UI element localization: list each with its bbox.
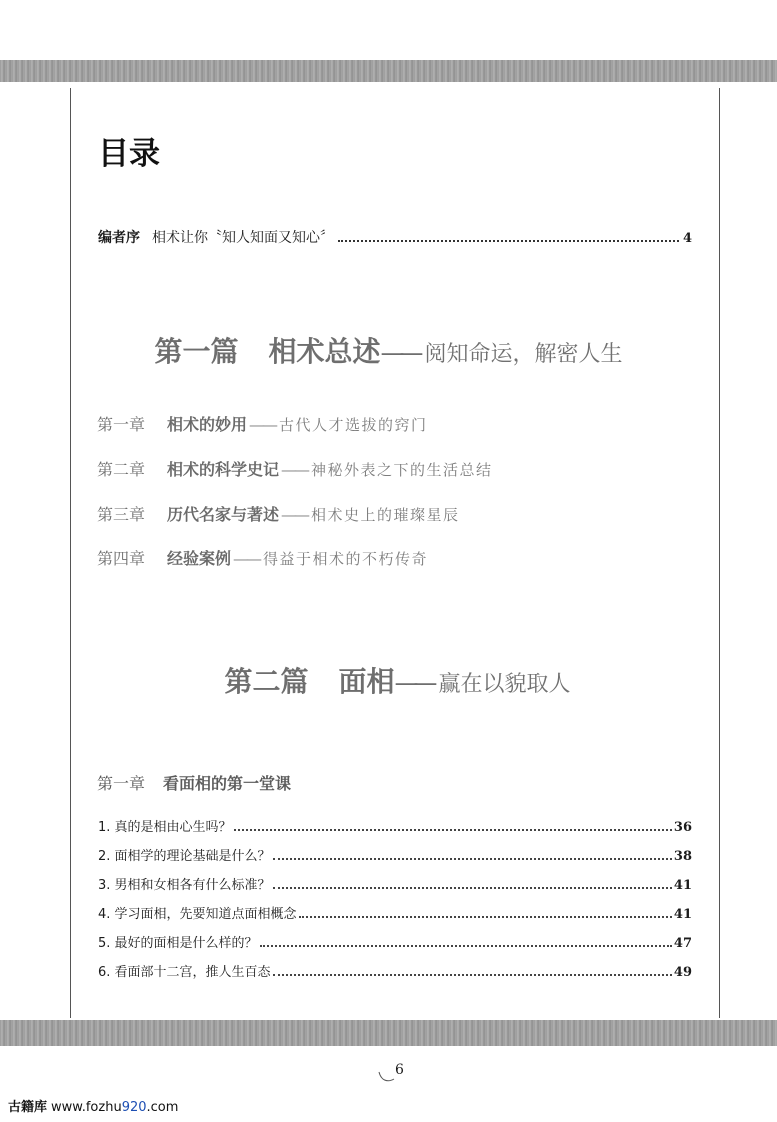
preface-page-number: 4 [682, 231, 692, 246]
chapter-number: 第二章 [97, 460, 146, 479]
part-two-heading [0, 660, 777, 700]
entry-page-number: 49 [673, 965, 692, 980]
chapter-item[interactable] [97, 412, 428, 435]
toc-entry[interactable] [98, 903, 692, 922]
chapter-number: 第一章 [97, 415, 146, 434]
chapter-item[interactable] [97, 502, 460, 525]
watermark-brand: 古籍库 [8, 1100, 48, 1115]
preface-entry[interactable] [98, 227, 692, 247]
bottom-scan-band [0, 1020, 777, 1046]
part-number: 第一篇 [154, 335, 239, 368]
dot-leader [273, 858, 672, 860]
page-title: 目录 [98, 136, 160, 172]
folio [378, 1062, 418, 1086]
toc-entry[interactable] [98, 961, 692, 980]
entry-label: 6. 看面部十二宫，推人生百态 [98, 965, 271, 980]
top-scan-band [0, 60, 777, 82]
toc-entry[interactable] [98, 816, 692, 835]
preface-title: 相术让你〝知人知面又知心〞 [152, 230, 334, 246]
watermark-url-prefix: www.fozhu [51, 1100, 122, 1115]
dot-leader [338, 240, 679, 242]
entry-page-number: 38 [673, 849, 692, 864]
part-title: 相术总述 [268, 335, 381, 368]
entry-label: 1. 真的是相由心生吗？ [98, 820, 232, 835]
chapter-title: 看面相的第一堂课 [163, 774, 292, 793]
entry-page-number: 41 [673, 907, 692, 922]
page-number: 6 [395, 1062, 404, 1078]
chapter-number: 第三章 [97, 505, 146, 524]
swirl-ornament-icon [378, 1070, 396, 1084]
part-dash: —— [380, 339, 419, 367]
chapter-number: 第四章 [97, 549, 146, 568]
toc-entry[interactable] [98, 932, 692, 951]
toc-entry[interactable] [98, 845, 692, 864]
entry-page-number: 41 [673, 878, 692, 893]
dot-leader [299, 916, 672, 918]
left-margin-rule [70, 88, 71, 1018]
chapter-title: 相术的科学史记 [167, 460, 280, 479]
chapter-subtitle: 神秘外表之下的生活总结 [311, 461, 493, 479]
chapter-title: 历代名家与著述 [167, 505, 280, 524]
chapter-title: 经验案例 [167, 549, 232, 568]
entry-label: 5. 最好的面相是什么样的？ [98, 936, 258, 951]
chapter-dash: —— [281, 505, 308, 524]
chapter-item[interactable] [97, 457, 493, 480]
preface-label: 编者序 [98, 230, 140, 246]
part-one-heading [0, 330, 777, 370]
chapter-subtitle: 相术史上的璀璨星辰 [311, 506, 460, 524]
chapter-item[interactable] [97, 546, 428, 569]
chapter-dash: —— [249, 415, 276, 434]
right-margin-rule [719, 88, 720, 1018]
chapter-subtitle: 古代人才选拔的窍门 [279, 416, 428, 434]
chapter-heading[interactable] [97, 771, 291, 794]
entry-label: 4. 学习面相，先要知道点面相概念 [98, 907, 297, 922]
chapter-number: 第一章 [97, 774, 146, 793]
toc-entry[interactable] [98, 874, 692, 893]
entry-page-number: 47 [673, 936, 692, 951]
watermark[interactable] [8, 1096, 178, 1115]
entry-label: 2. 面相学的理论基础是什么？ [98, 849, 271, 864]
dot-leader [260, 945, 672, 947]
chapter-dash: —— [281, 460, 308, 479]
entry-page-number: 36 [673, 820, 692, 835]
part-title: 面相 [338, 665, 395, 698]
chapter-dash: —— [233, 549, 260, 568]
dot-leader [273, 887, 672, 889]
part-number: 第二篇 [224, 665, 309, 698]
part-subtitle: 阅知命运，解密人生 [424, 342, 623, 367]
chapter-subtitle: 得益于相术的不朽传奇 [263, 550, 429, 568]
dot-leader [234, 829, 672, 831]
chapter-title: 相术的妙用 [167, 415, 248, 434]
dot-leader [273, 974, 672, 976]
watermark-url-highlight: 920 [121, 1100, 147, 1115]
part-dash: —— [394, 669, 433, 697]
part-subtitle: 赢在以貌取人 [438, 672, 571, 697]
entry-label: 3. 男相和女相各有什么标准？ [98, 878, 271, 893]
watermark-url-suffix: .com [146, 1100, 179, 1115]
